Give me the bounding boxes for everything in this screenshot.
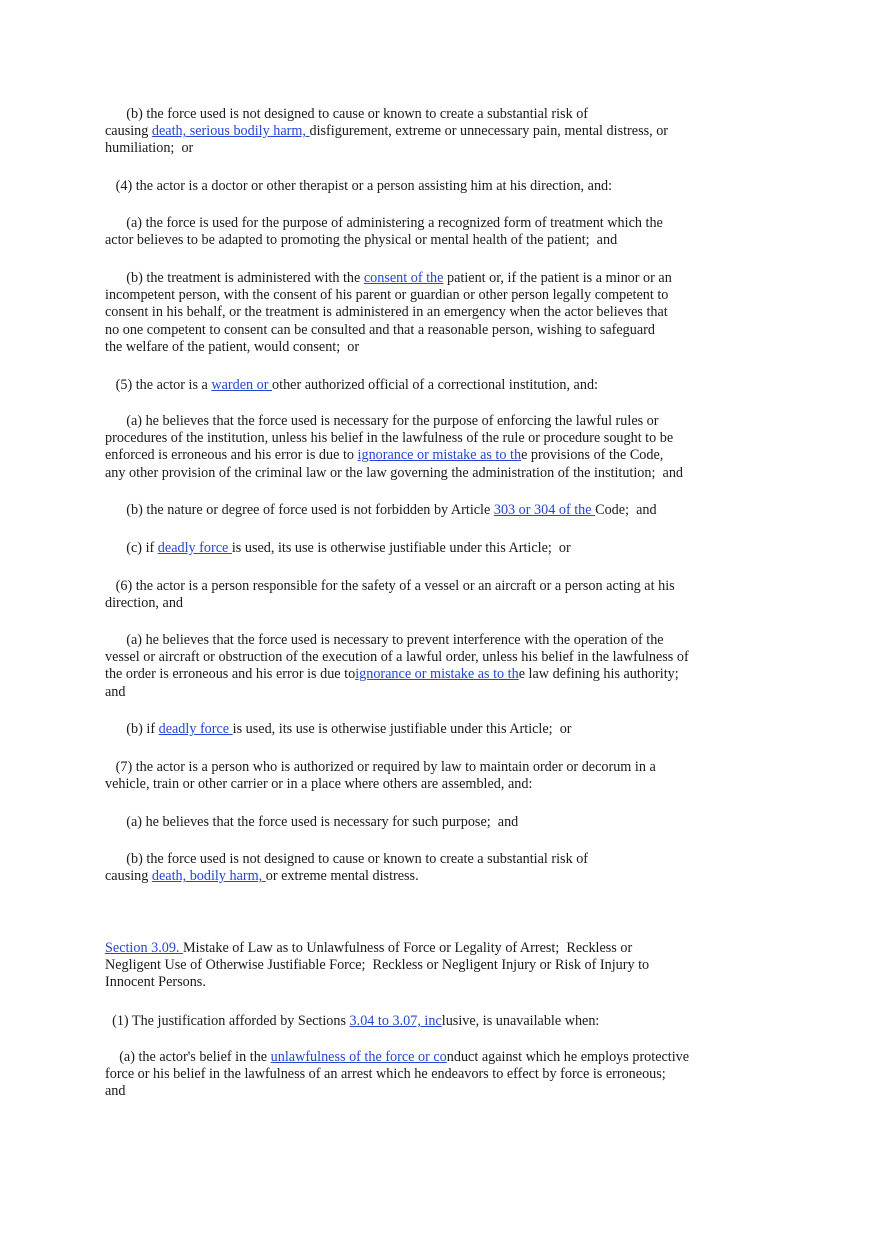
- paragraph: [105, 814, 725, 831]
- text-run: (a) the force is used for the purpose of administering a recognized form of treatment which the: [105, 215, 663, 231]
- text-line: [105, 377, 725, 394]
- text-line: [105, 940, 725, 957]
- text-line: [105, 721, 725, 738]
- cross-reference-link[interactable]: ignorance or mistake as to th: [355, 666, 519, 683]
- text-run: (b) the force used is not designed to cause or known to create a substantial risk of: [105, 106, 589, 122]
- text-run: force or his belief in the lawfulness of an arrest which he endeavors to effect by force is erroneous;: [105, 1066, 666, 1083]
- text-line: [105, 287, 725, 304]
- paragraph: [105, 215, 725, 249]
- text-run: (c) if: [105, 540, 158, 556]
- text-line: [105, 339, 725, 356]
- text-run: Code; and: [595, 502, 657, 518]
- cross-reference-link[interactable]: death, serious bodily harm,: [151, 123, 310, 140]
- paragraph: [105, 106, 725, 158]
- text-run: vehicle, train or other carrier or in a place where others are assembled, and:: [105, 776, 533, 793]
- text-line: [105, 957, 725, 974]
- text-run: disfigurement, extreme or unnecessary pain, mental distress, or: [309, 123, 669, 140]
- text-line: [105, 123, 725, 140]
- text-run: Negligent Use of Otherwise Justifiable Force; Reckless or Negligent Injury or Risk of Injury to: [105, 957, 650, 974]
- text-line: [105, 270, 725, 287]
- text-line: [105, 1066, 725, 1083]
- text-run: any other provision of the criminal law or the law governing the administration of the institution; and: [105, 464, 684, 481]
- cross-reference-link[interactable]: 3.04 to 3.07, inc: [349, 1013, 442, 1029]
- cross-reference-link[interactable]: Section 3.09.: [105, 940, 184, 956]
- text-line: [105, 578, 725, 595]
- paragraph: [105, 1049, 725, 1101]
- text-line: [105, 304, 725, 321]
- text-line: [105, 215, 725, 232]
- cross-reference-link[interactable]: death, bodily harm,: [151, 868, 266, 885]
- cross-reference-link[interactable]: deadly force: [157, 540, 232, 556]
- text-line: [105, 540, 725, 557]
- text-run: and: [105, 683, 126, 700]
- text-line: [105, 140, 725, 157]
- text-run: e provisions of the Code,: [521, 447, 664, 464]
- text-run: (4) the actor is a doctor or other therapist or a person assisting him at his direction, and:: [105, 178, 613, 194]
- text-line: [105, 632, 725, 649]
- text-run: consent in his behalf, or the treatment is administered in an emergency when the actor believes that: [105, 304, 668, 321]
- text-line: [105, 684, 725, 701]
- text-line: [105, 649, 725, 666]
- text-run: actor believes to be adapted to promoting the physical or mental health of the patient; and: [105, 232, 618, 249]
- paragraph: [105, 502, 725, 519]
- paragraph: [105, 377, 725, 394]
- text-run: direction, and: [105, 595, 184, 612]
- text-line: [105, 502, 725, 519]
- text-run: (a) he believes that the force used is necessary for such purpose; and: [105, 814, 519, 830]
- text-line: [105, 851, 725, 868]
- text-run: or extreme mental distress.: [265, 868, 419, 885]
- paragraph: [105, 270, 725, 356]
- text-run: e law defining his authority;: [518, 666, 679, 683]
- text-run: (6) the actor is a person responsible for the safety of a vessel or an aircraft or a person acting at his: [105, 578, 675, 594]
- paragraph: [105, 851, 725, 885]
- text-line: [105, 447, 725, 464]
- paragraph: [105, 540, 725, 557]
- text-line: [105, 430, 725, 447]
- paragraph: [105, 413, 725, 482]
- text-run: (a) he believes that the force used is necessary to prevent interference with the operation of the: [105, 632, 664, 648]
- text-line: [105, 868, 725, 885]
- text-run: (b) the treatment is administered with the: [105, 270, 364, 286]
- text-run: lusive, is unavailable when:: [441, 1013, 600, 1029]
- paragraph: [105, 759, 725, 793]
- text-run: (b) if: [105, 721, 159, 737]
- text-run: nduct against which he employs protective: [446, 1049, 690, 1065]
- paragraph: [105, 1013, 725, 1030]
- text-run: Innocent Persons.: [105, 974, 206, 991]
- text-line: [105, 1049, 725, 1066]
- text-run: other authorized official of a correctional institution, and:: [272, 377, 598, 393]
- text-run: (a) the actor's belief in the: [105, 1049, 271, 1065]
- text-line: [105, 465, 725, 482]
- text-line: [105, 1013, 725, 1030]
- cross-reference-link[interactable]: 303 or 304 of the: [493, 502, 596, 518]
- text-run: enforced is erroneous and his error is due to: [105, 447, 358, 464]
- text-line: [105, 814, 725, 831]
- text-line: [105, 595, 725, 612]
- cross-reference-link[interactable]: ignorance or mistake as to th: [357, 447, 522, 464]
- paragraph: [105, 632, 725, 701]
- text-line: [105, 1083, 725, 1100]
- text-run: procedures of the institution, unless his belief in the lawfulness of the rule or procedure sought to be: [105, 430, 674, 447]
- text-run: the order is erroneous and his error is due to: [105, 666, 356, 683]
- text-run: no one competent to consent can be consulted and that a reasonable person, wishing to safeguard: [105, 321, 655, 338]
- text-run: humiliation; or: [105, 140, 194, 157]
- text-line: [105, 413, 725, 430]
- text-run: vessel or aircraft or obstruction of the execution of a lawful order, unless his belief in the lawfulness of: [105, 649, 689, 666]
- text-line: [105, 322, 725, 339]
- text-run: (b) the force used is not designed to cause or known to create a substantial risk of: [105, 851, 589, 867]
- text-line: [105, 974, 725, 991]
- text-line: [105, 106, 725, 123]
- text-run: (7) the actor is a person who is authorized or required by law to maintain order or decorum in a: [105, 759, 656, 775]
- paragraph: [105, 178, 725, 195]
- text-run: incompetent person, with the consent of his parent or guardian or other person legally competent to: [105, 287, 669, 304]
- text-run: the welfare of the patient, would consent; or: [105, 338, 360, 355]
- cross-reference-link[interactable]: deadly force: [158, 721, 233, 737]
- text-run: patient or, if the patient is a minor or an: [443, 270, 672, 286]
- section-heading: [105, 940, 725, 992]
- text-line: [105, 666, 725, 683]
- text-run: causing: [105, 123, 152, 140]
- text-line: [105, 776, 725, 793]
- text-run: is used, its use is otherwise justifiable under this Article; or: [232, 721, 572, 737]
- cross-reference-link[interactable]: consent of the: [363, 270, 444, 286]
- text-run: (5) the actor is a: [105, 377, 212, 393]
- paragraph: [105, 578, 725, 612]
- text-line: [105, 759, 725, 776]
- text-run: causing: [105, 868, 152, 885]
- cross-reference-link[interactable]: unlawfulness of the force or co: [270, 1049, 447, 1065]
- text-line: [105, 178, 725, 195]
- text-run: and: [105, 1083, 126, 1100]
- text-run: (a) he believes that the force used is necessary for the purpose of enforcing the lawful rules or: [105, 413, 659, 429]
- paragraph: [105, 721, 725, 738]
- text-run: (1) The justification afforded by Sections: [105, 1013, 350, 1029]
- text-run: Mistake of Law as to Unlawfulness of Force or Legality of Arrest; Reckless or: [183, 940, 633, 956]
- text-run: (b) the nature or degree of force used is not forbidden by Article: [105, 502, 494, 518]
- text-run: is used, its use is otherwise justifiable under this Article; or: [231, 540, 571, 556]
- cross-reference-link[interactable]: warden or: [211, 377, 273, 393]
- text-line: [105, 232, 725, 249]
